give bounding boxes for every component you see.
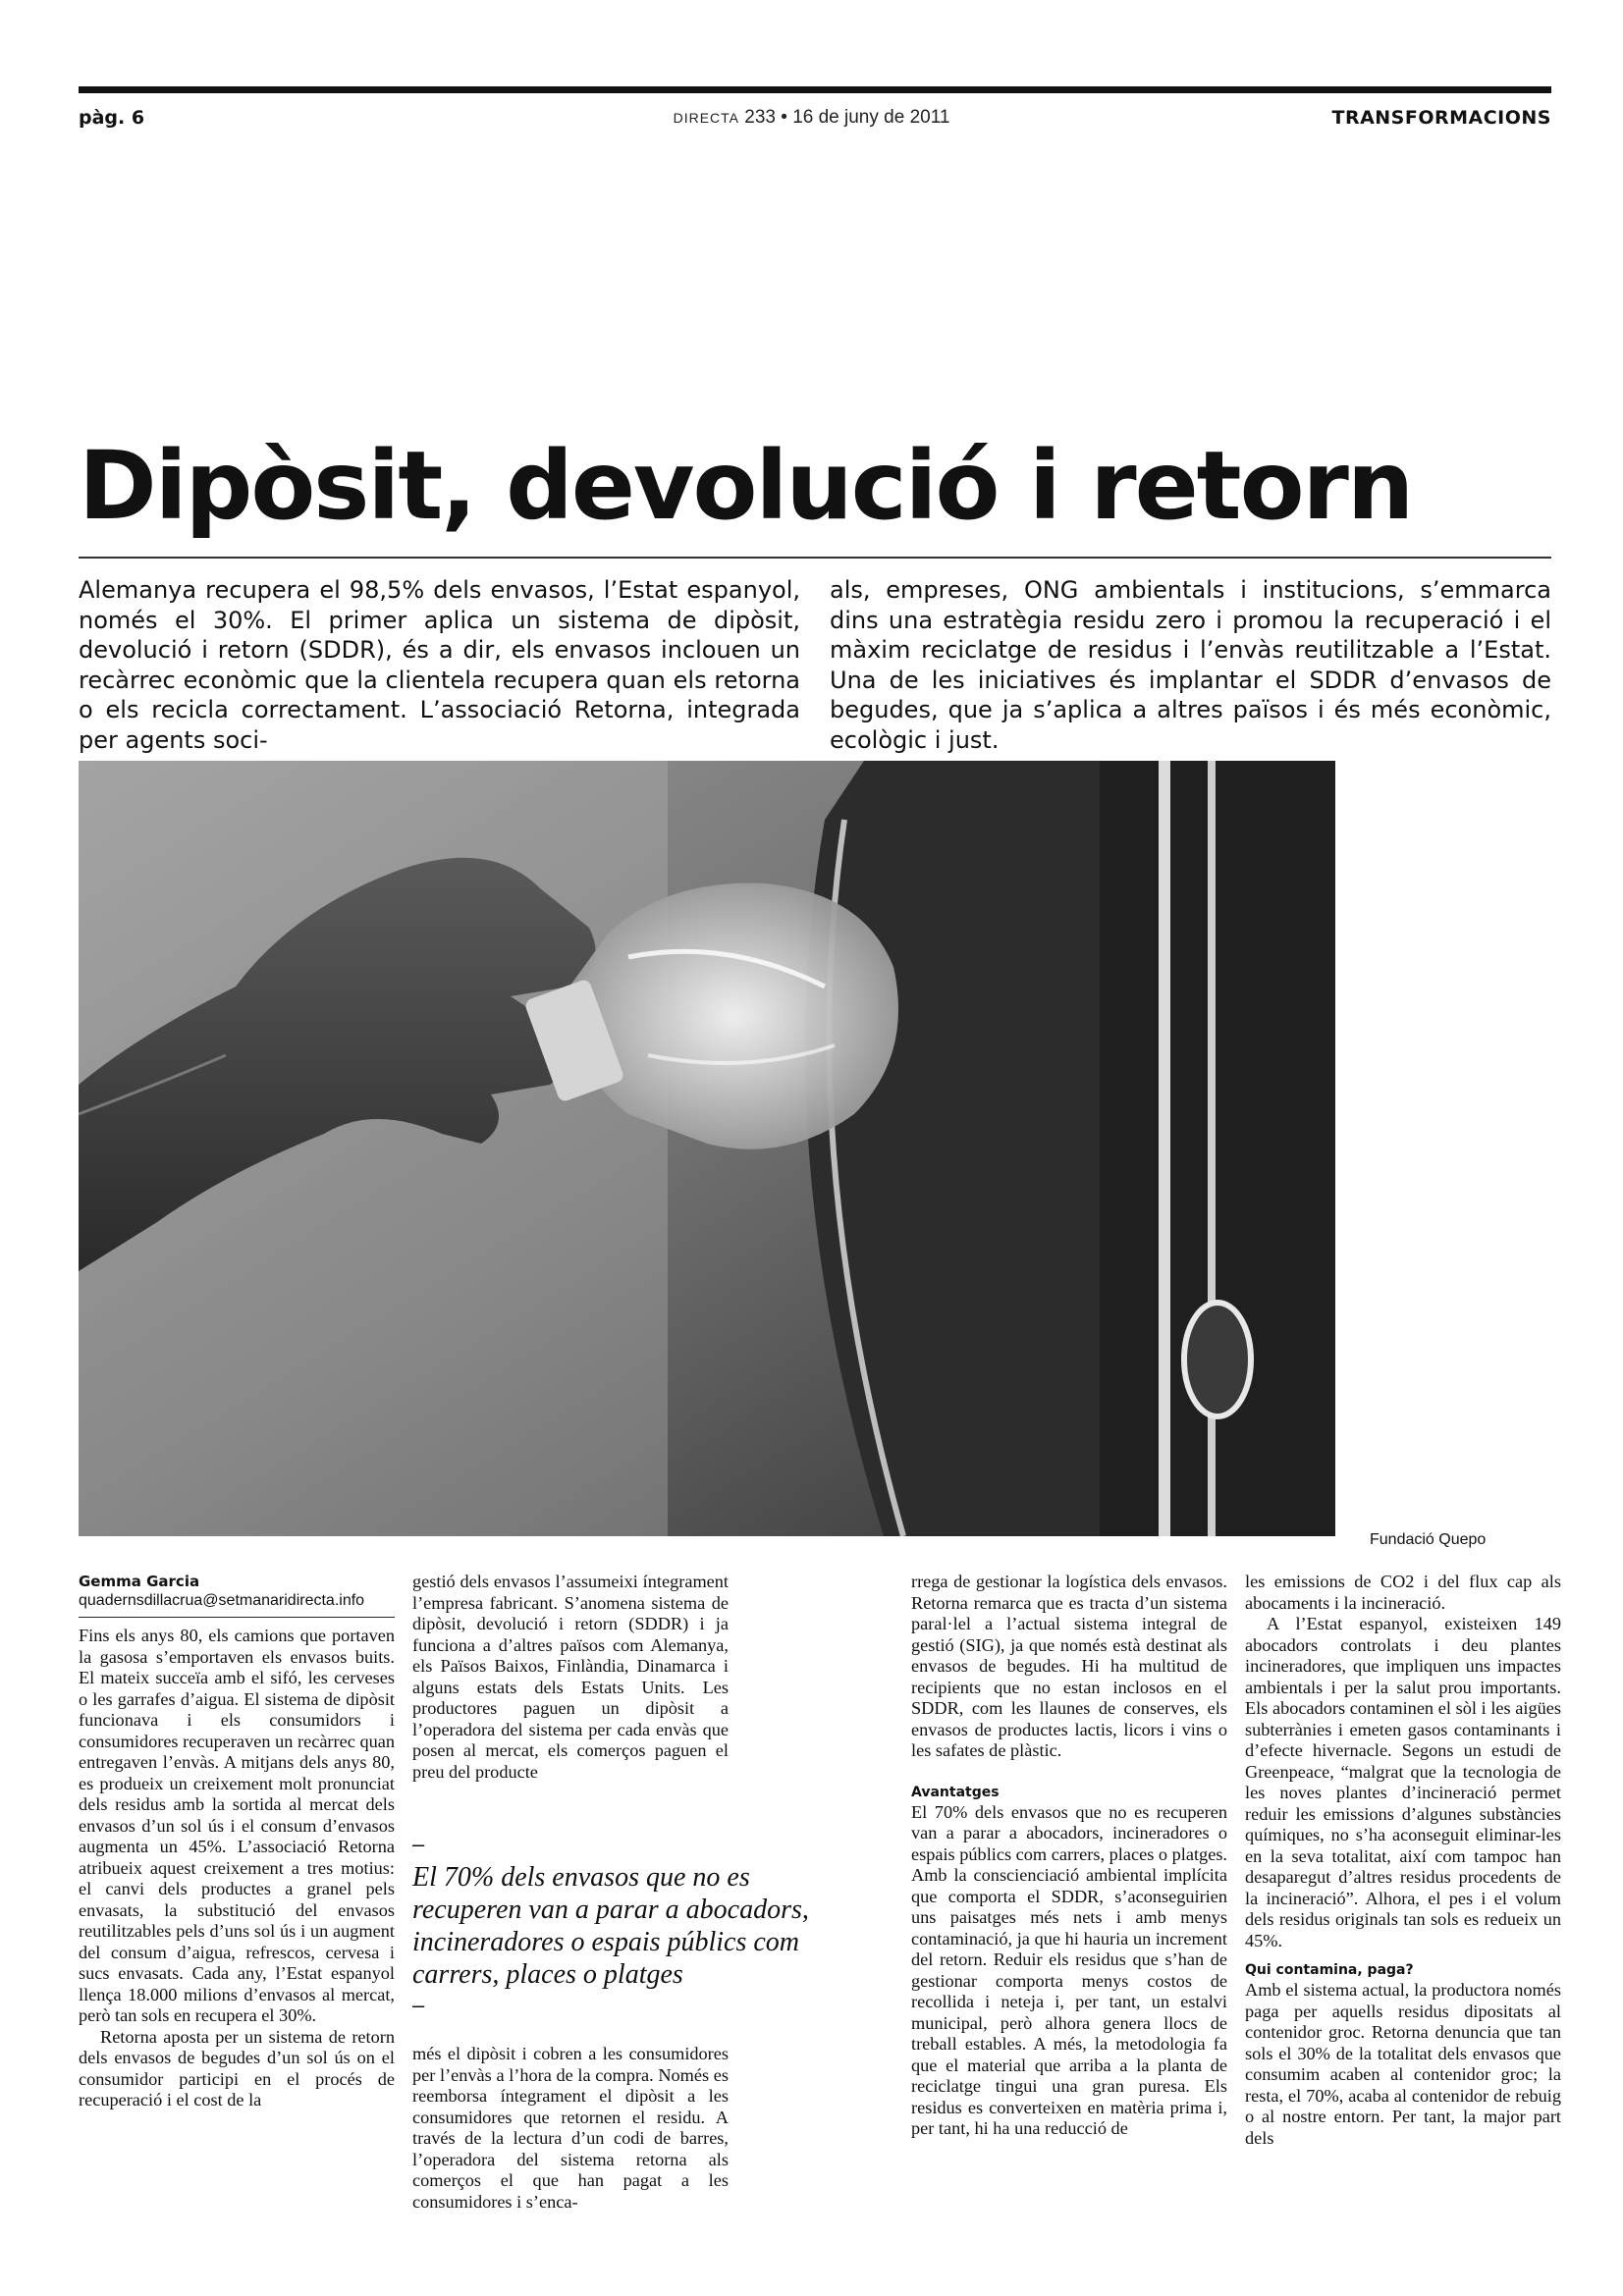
photo-credit: Fundació Quepo (1370, 1531, 1487, 1548)
pull-quote (412, 1832, 844, 2017)
page-number: pàg. 6 (79, 107, 145, 129)
column-4 (1245, 1572, 1561, 2149)
paragraph: les emissions de CO2 i del flux cap als abocaments i la incineració. (1245, 1572, 1561, 1613)
author-name: Gemma Garcia (79, 1573, 200, 1590)
photo-illustration (79, 761, 1335, 1536)
author-email[interactable]: quadernsdillacrua@setmanaridirecta.info (79, 1592, 365, 1609)
paragraph: Amb el sistema actual, la productora només paga per aquells residus dipositats al contenidor groc. Retorna denuncia que tan sols el 30% de la totalitat dels envasos que consumim acaben al contenidor groc; la resta, el 70%, acaba al contenidor de rebuig o al nostre entorn. Per tant, la major part dels (1245, 1980, 1561, 2148)
pull-quote-dash-top: – (412, 1832, 425, 1856)
lead-right: als, empreses, ONG ambientals i institucions, s’emmarca dins una estratègia residu zero i promou la recuperació i el màxim reciclatge de residus i l’envàs reutilitzable a l’Estat. Una de les iniciatives és implantar el SDDR d’envasos de begudes, que ja s’aplica a altres països i és més econòmic, ecològic i just. (830, 576, 1551, 754)
issue-date: 233 • 16 de juny de 2011 (744, 107, 950, 128)
byline-rule (79, 1617, 395, 1618)
paragraph: A l’Estat espanyol, existeixen 149 abocadors controlats i deu plantes incineradores, que impliquen uns impactes ambientals i per la salut prou importants. Els abocadors contaminen el sòl i les aigües subterrànies i emeten gasos contaminants i d’efecte hivernacle. Segons un estudi de Greenpeace, “malgrat que la tecnologia de les noves plantes d’incineració permet reduir les emissions d’algunes substàncies químiques, no s’ha aconseguit eliminar-les en la seva totalitat, així com tampoc han desaparegut d’altres residus procedents de la incineració”. Alhora, el pes i el volum dels residus originals tan sols es redueix un 45%. (1245, 1614, 1561, 1950)
paragraph: més el dipòsit i cobren a les consumidores per l’envàs a l’hora de la compra. Només es reemborsa íntegrament el dipòsit a les consumidores que retornen el residu. A través de la lectura d’un codi de barres, l’operadora del sistema retorna als comerços el que han pagat a les consumidores i s’enca- (412, 2044, 729, 2212)
section-name: TRANSFORMACIONS (1331, 107, 1551, 129)
column-2-bottom (412, 2044, 729, 2213)
paragraph: rrega de gestionar la logística dels envasos. Retorna remarca que es tracta d’un sistema paral·lel a l’actual sistema integral de gestió (SIG), ja que només està destinat als envasos de begudes. Hi ha multitud de recipients que no estan inclosos en el SDDR, com les llaunes de conserves, els envasos de productes lactis, licors i vins o les safates de plàstic. (911, 1572, 1227, 1760)
paragraph: Retorna aposta per un sistema de retorn dels envasos de begudes d’un sol ús on el consumidor participi en el procés de recuperació i el cost de la (79, 2026, 395, 2109)
subhead-avantatges: Avantatges (911, 1784, 1000, 1800)
paragraph: gestió dels envasos l’assumeixi íntegrament l’empresa fabricant. S’anomena sistema de dipòsit, devolució i retorn (SDDR) i ja funciona a d’altres països com Alemanya, els Països Baixos, Finlàndia, Dinamarca i alguns estats dels Estats Units. Les productores paguen un dipòsit a l’operadora del sistema per cada envàs que posen al mercat, els comerços paguen el preu del producte (412, 1572, 729, 1782)
pull-quote-dash-bottom: – (412, 1993, 425, 2017)
lead-left: Alemanya recupera el 98,5% dels envasos, l’Estat espanyol, només el 30%. El primer aplica un sistema de dipòsit, devolució i retorn (SDDR), és a dir, els envasos inclouen un recàrrec econòmic que la clientela recupera quan els retorna o els recicla correctament. L’associació Retorna, integrada per agents soci- (79, 576, 800, 754)
paragraph: Fins els anys 80, els camions que portaven la gasosa s’emportaven els envasos buits. El mateix succeïa amb el sifó, les cerveses o les garrafes d’aigua. El sistema de dipòsit funcionava i els consumidors i consumidores recuperaven un recàrrec quan entregaven l’envàs. A mitjans dels anys 80, es produeix un creixement molt pronunciat dels residus amb la sortida al mercat dels envasos d’un sol ús i el consum d’envasos augmenta un 45%. L’associació Retorna atribueix aquest creixement a tres motius: el canvi dels productes a granel pels envasats, la substitució del envasos reutilitzables pels d’uns sol ús i un augment del consum d’aigua, refrescos, cervesa i sucs envasats. Cada any, l’Estat espanyol llença 18.000 milions d’envasos al mercat, però tan sols en recupera el 30%. (79, 1626, 395, 2025)
pull-quote-text: El 70% dels envasos que no es recuperen van a parar a abocadors, incineradores o espais públics com carrers, places o platges (412, 1862, 809, 1990)
column-3 (911, 1572, 1227, 2140)
paragraph: El 70% dels envasos que no es recuperen van a parar a abocadors, incineradores o espais públics com carrers, places o platges. Amb la conscienciació ambiental implícita que comporta el SDDR, s’aconseguirien uns paisatges més nets i amb menys contaminació, ja que hi hauria un increment del retorn. Reduir els residus que s’han de gestionar comporta menys costos de recollida i neteja i, per tant, un estalvi municipal, però alhora genera llocs de treball estables. A més, la metodologia fa que el material que arriba a la planta de reciclatge tingui una gran puresa. Els residus es converteixen en matèria prima i, per tant, hi ha una reducció de (911, 1801, 1227, 2138)
column-2-top (412, 1572, 729, 1783)
headline-rule (79, 557, 1551, 559)
article-photo (79, 761, 1335, 1536)
column-1 (79, 1572, 395, 2111)
publication-name: DIRECTA (673, 110, 739, 126)
headline: Dipòsit, devolució i retorn (79, 431, 1413, 541)
top-rule (79, 86, 1551, 93)
subhead-qui-contamina: Qui contamina, paga? (1245, 1962, 1414, 1978)
